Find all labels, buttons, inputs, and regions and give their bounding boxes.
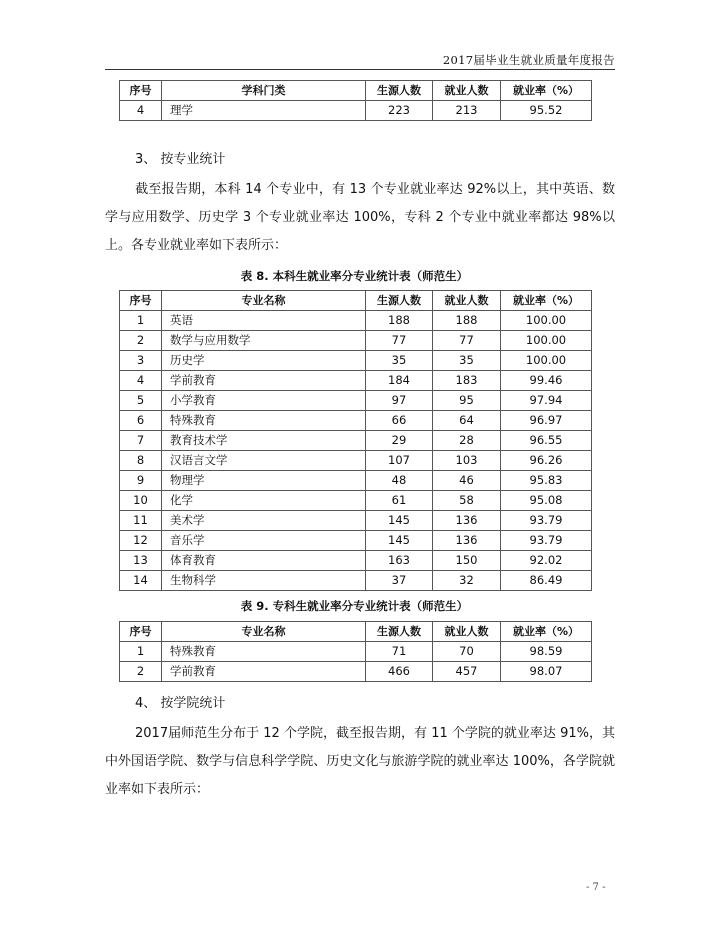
cell-no: 14 <box>120 571 162 591</box>
section-heading-by-college: 4、 按学院统计 <box>135 696 226 711</box>
cell-rate: 97.94 <box>501 391 592 411</box>
col-header-employed: 就业人数 <box>433 81 501 101</box>
table-row <box>120 331 592 351</box>
section-heading-by-major: 3、 按专业统计 <box>135 152 226 167</box>
col-header-name: 专业名称 <box>162 622 366 642</box>
cell-rate: 96.26 <box>501 451 592 471</box>
cell-source: 466 <box>366 662 433 682</box>
cell-name: 学前教育 <box>162 371 366 391</box>
cell-name: 汉语言文学 <box>162 451 366 471</box>
cell-no: 6 <box>120 411 162 431</box>
cell-employed: 28 <box>433 431 501 451</box>
cell-name: 美术学 <box>162 511 366 531</box>
cell-employed: 188 <box>433 311 501 331</box>
table-header-row <box>120 81 592 101</box>
table9-caption: 表 9. 专科生就业率分专业统计表（师范生） <box>240 599 469 613</box>
cell-name: 特殊教育 <box>162 642 366 662</box>
cell-name: 理学 <box>162 101 366 121</box>
cell-name: 体育教育 <box>162 551 366 571</box>
cell-rate: 86.49 <box>501 571 592 591</box>
table-row <box>120 531 592 551</box>
col-header-source: 生源人数 <box>366 81 433 101</box>
cell-source: 48 <box>366 471 433 491</box>
cell-rate: 93.79 <box>501 531 592 551</box>
cell-no: 3 <box>120 351 162 371</box>
header-rule <box>105 69 615 70</box>
table-header-row <box>120 291 592 311</box>
cell-employed: 35 <box>433 351 501 371</box>
col-header-source: 生源人数 <box>366 622 433 642</box>
col-header-no: 序号 <box>120 291 162 311</box>
junior-college-major-table <box>119 621 592 682</box>
cell-name: 特殊教育 <box>162 411 366 431</box>
cell-no: 4 <box>120 371 162 391</box>
subject-category-table <box>119 80 592 121</box>
cell-employed: 457 <box>433 662 501 682</box>
cell-rate: 95.52 <box>501 101 592 121</box>
cell-source: 163 <box>366 551 433 571</box>
page-number: - 7 - <box>586 882 606 893</box>
table-row <box>120 491 592 511</box>
cell-source: 145 <box>366 531 433 551</box>
cell-rate: 95.83 <box>501 471 592 491</box>
paragraph-by-major <box>105 176 615 260</box>
cell-no: 12 <box>120 531 162 551</box>
table-row <box>120 642 592 662</box>
undergrad-major-table <box>119 290 592 591</box>
table-row <box>120 551 592 571</box>
cell-rate: 96.97 <box>501 411 592 431</box>
cell-employed: 136 <box>433 531 501 551</box>
cell-source: 77 <box>366 331 433 351</box>
cell-no: 10 <box>120 491 162 511</box>
cell-no: 13 <box>120 551 162 571</box>
cell-name: 化学 <box>162 491 366 511</box>
table-row <box>120 471 592 491</box>
cell-name: 物理学 <box>162 471 366 491</box>
cell-source: 66 <box>366 411 433 431</box>
cell-employed: 150 <box>433 551 501 571</box>
paragraph-text: 截至报告期，本科 14 个专业中，有 13 个专业就业率达 92%以上，其中英语、数学与应用数学、历史学 3 个专业就业率达 100%，专科 2 个专业中就业率都达 98%以上。各专业就业率如下表所示： <box>105 182 615 253</box>
cell-employed: 183 <box>433 371 501 391</box>
table8-caption: 表 8. 本科生就业率分专业统计表（师范生） <box>240 269 469 283</box>
cell-employed: 213 <box>433 101 501 121</box>
cell-no: 1 <box>120 311 162 331</box>
cell-employed: 77 <box>433 331 501 351</box>
col-header-name: 学科门类 <box>162 81 366 101</box>
cell-name: 生物科学 <box>162 571 366 591</box>
col-header-no: 序号 <box>120 622 162 642</box>
cell-name: 历史学 <box>162 351 366 371</box>
col-header-rate: 就业率（%） <box>501 622 592 642</box>
table-row <box>120 451 592 471</box>
cell-rate: 98.59 <box>501 642 592 662</box>
paragraph-by-college <box>105 720 615 804</box>
cell-source: 188 <box>366 311 433 331</box>
table-row <box>120 101 592 121</box>
cell-rate: 92.02 <box>501 551 592 571</box>
cell-rate: 96.55 <box>501 431 592 451</box>
cell-employed: 58 <box>433 491 501 511</box>
col-header-rate: 就业率（%） <box>501 291 592 311</box>
cell-name: 小学教育 <box>162 391 366 411</box>
table-row <box>120 571 592 591</box>
cell-source: 223 <box>366 101 433 121</box>
cell-employed: 95 <box>433 391 501 411</box>
cell-name: 数学与应用数学 <box>162 331 366 351</box>
cell-employed: 64 <box>433 411 501 431</box>
cell-rate: 100.00 <box>501 311 592 331</box>
cell-employed: 46 <box>433 471 501 491</box>
cell-name: 学前教育 <box>162 662 366 682</box>
table-row <box>120 351 592 371</box>
cell-no: 11 <box>120 511 162 531</box>
cell-no: 9 <box>120 471 162 491</box>
cell-source: 29 <box>366 431 433 451</box>
cell-rate: 100.00 <box>501 351 592 371</box>
col-header-name: 专业名称 <box>162 291 366 311</box>
cell-rate: 95.08 <box>501 491 592 511</box>
table-header-row <box>120 622 592 642</box>
cell-source: 37 <box>366 571 433 591</box>
cell-source: 107 <box>366 451 433 471</box>
table-row <box>120 391 592 411</box>
table-row <box>120 311 592 331</box>
cell-employed: 136 <box>433 511 501 531</box>
col-header-source: 生源人数 <box>366 291 433 311</box>
cell-source: 71 <box>366 642 433 662</box>
table-row <box>120 431 592 451</box>
running-header-title: 2017届毕业生就业质量年度报告 <box>442 53 615 67</box>
table-row <box>120 511 592 531</box>
table-row <box>120 371 592 391</box>
cell-source: 61 <box>366 491 433 511</box>
table-row <box>120 411 592 431</box>
col-header-no: 序号 <box>120 81 162 101</box>
cell-rate: 99.46 <box>501 371 592 391</box>
cell-no: 1 <box>120 642 162 662</box>
cell-source: 145 <box>366 511 433 531</box>
col-header-employed: 就业人数 <box>433 291 501 311</box>
cell-source: 35 <box>366 351 433 371</box>
cell-no: 5 <box>120 391 162 411</box>
cell-employed: 32 <box>433 571 501 591</box>
cell-rate: 98.07 <box>501 662 592 682</box>
cell-source: 97 <box>366 391 433 411</box>
cell-source: 184 <box>366 371 433 391</box>
cell-no: 2 <box>120 331 162 351</box>
cell-rate: 93.79 <box>501 511 592 531</box>
table-row <box>120 662 592 682</box>
cell-name: 音乐学 <box>162 531 366 551</box>
cell-name: 教育技术学 <box>162 431 366 451</box>
cell-employed: 103 <box>433 451 501 471</box>
cell-no: 8 <box>120 451 162 471</box>
cell-no: 4 <box>120 101 162 121</box>
cell-name: 英语 <box>162 311 366 331</box>
col-header-employed: 就业人数 <box>433 622 501 642</box>
cell-no: 7 <box>120 431 162 451</box>
cell-rate: 100.00 <box>501 331 592 351</box>
col-header-rate: 就业率（%） <box>501 81 592 101</box>
cell-employed: 70 <box>433 642 501 662</box>
paragraph-text: 2017届师范生分布于 12 个学院，截至报告期，有 11 个学院的就业率达 91%，其中外国语学院、数学与信息科学学院、历史文化与旅游学院的就业率达 100%，各学院就业率如下表所示： <box>105 726 615 797</box>
cell-no: 2 <box>120 662 162 682</box>
